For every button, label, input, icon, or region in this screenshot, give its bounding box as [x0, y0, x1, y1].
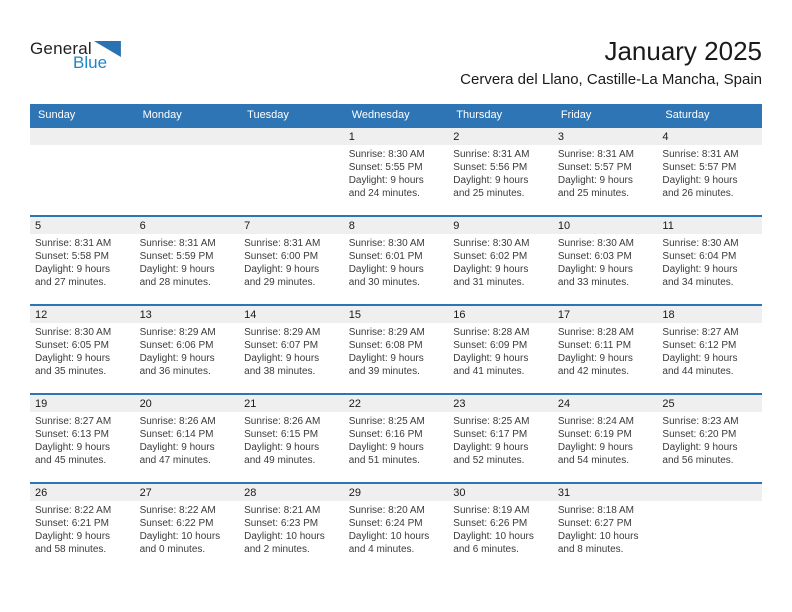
daylight-text: Daylight: 10 hours and 8 minutes. [557, 531, 639, 555]
day-cell [30, 217, 135, 304]
sunset-text: Sunset: 6:23 PM [244, 518, 319, 529]
day-number: 25 [657, 395, 762, 412]
day-details [135, 501, 240, 556]
day-number: 21 [239, 395, 344, 412]
day-details [135, 234, 240, 289]
daylight-text: Daylight: 10 hours and 4 minutes. [348, 531, 430, 555]
day-number: 18 [657, 306, 762, 323]
sunrise-text: Sunrise: 8:30 AM [662, 238, 739, 249]
day-number: 19 [30, 395, 135, 412]
day-details [553, 323, 658, 378]
day-cell [344, 395, 449, 482]
day-cell [239, 395, 344, 482]
day-cell [448, 306, 553, 393]
sunrise-text: Sunrise: 8:21 AM [244, 505, 321, 516]
daylight-text: Daylight: 9 hours and 25 minutes. [453, 175, 529, 199]
day-details [135, 323, 240, 378]
sunrise-text: Sunrise: 8:19 AM [453, 505, 530, 516]
day-number: 10 [553, 217, 658, 234]
sunset-text: Sunset: 5:57 PM [557, 162, 632, 173]
daylight-text: Daylight: 9 hours and 51 minutes. [348, 442, 424, 466]
sunset-text: Sunset: 6:15 PM [244, 429, 319, 440]
sunrise-text: Sunrise: 8:20 AM [348, 505, 425, 516]
day-cell [657, 128, 762, 215]
sunset-text: Sunset: 6:06 PM [139, 340, 214, 351]
day-number: 14 [239, 306, 344, 323]
daylight-text: Daylight: 9 hours and 47 minutes. [139, 442, 215, 466]
sunrise-text: Sunrise: 8:22 AM [139, 505, 216, 516]
day-details [448, 323, 553, 378]
day-details [239, 501, 344, 556]
day-details [448, 145, 553, 200]
day-number: 9 [448, 217, 553, 234]
location-subtitle: Cervera del Llano, Castille-La Mancha, Spain [460, 71, 762, 88]
weekday-header-friday: Friday [560, 109, 592, 121]
sunrise-text: Sunrise: 8:23 AM [662, 416, 739, 427]
day-cell [553, 395, 658, 482]
daylight-text: Daylight: 9 hours and 25 minutes. [557, 175, 633, 199]
day-cell [30, 484, 135, 571]
daylight-text: Daylight: 9 hours and 35 minutes. [35, 353, 111, 377]
weekday-header-row [30, 104, 762, 126]
general-blue-logo [30, 40, 121, 71]
daylight-text: Daylight: 9 hours and 26 minutes. [662, 175, 738, 199]
day-number: 3 [553, 128, 658, 145]
daylight-text: Daylight: 9 hours and 33 minutes. [557, 264, 633, 288]
daylight-text: Daylight: 9 hours and 49 minutes. [244, 442, 320, 466]
sunrise-text: Sunrise: 8:30 AM [348, 238, 425, 249]
day-number: 6 [135, 217, 240, 234]
sunrise-text: Sunrise: 8:24 AM [557, 416, 634, 427]
day-cell [30, 306, 135, 393]
sunrise-text: Sunrise: 8:26 AM [244, 416, 321, 427]
sunset-text: Sunset: 5:59 PM [139, 251, 214, 262]
day-details [30, 234, 135, 289]
sunrise-text: Sunrise: 8:22 AM [35, 505, 112, 516]
sunset-text: Sunset: 6:09 PM [453, 340, 528, 351]
week-row [30, 126, 762, 215]
calendar-grid [30, 126, 762, 571]
daylight-text: Daylight: 9 hours and 24 minutes. [348, 175, 424, 199]
day-number: 28 [239, 484, 344, 501]
sunrise-text: Sunrise: 8:30 AM [35, 327, 112, 338]
sunset-text: Sunset: 6:17 PM [453, 429, 528, 440]
sunset-text: Sunset: 5:55 PM [348, 162, 423, 173]
day-details [344, 145, 449, 200]
daylight-text: Daylight: 10 hours and 2 minutes. [244, 531, 325, 555]
day-number: 16 [448, 306, 553, 323]
sunrise-text: Sunrise: 8:25 AM [453, 416, 530, 427]
day-number: 5 [30, 217, 135, 234]
daylight-text: Daylight: 9 hours and 42 minutes. [557, 353, 633, 377]
weekday-header-sunday: Sunday [38, 109, 76, 121]
weekday-header-thursday: Thursday [456, 109, 503, 121]
sunset-text: Sunset: 6:01 PM [348, 251, 423, 262]
day-cell [448, 395, 553, 482]
day-number: 31 [553, 484, 658, 501]
weekday-header-monday: Monday [142, 109, 182, 121]
sunset-text: Sunset: 5:58 PM [35, 251, 109, 262]
day-details [657, 145, 762, 200]
day-details [448, 412, 553, 467]
sunrise-text: Sunrise: 8:30 AM [453, 238, 530, 249]
sunset-text: Sunset: 6:02 PM [453, 251, 528, 262]
sunrise-text: Sunrise: 8:29 AM [348, 327, 425, 338]
day-cell [239, 217, 344, 304]
sunrise-text: Sunrise: 8:29 AM [139, 327, 216, 338]
day-details [30, 323, 135, 378]
sunrise-text: Sunrise: 8:31 AM [35, 238, 112, 249]
day-number: 17 [553, 306, 658, 323]
day-cell [239, 484, 344, 571]
sunrise-text: Sunrise: 8:31 AM [139, 238, 216, 249]
sunrise-text: Sunrise: 8:26 AM [139, 416, 216, 427]
sunset-text: Sunset: 6:13 PM [35, 429, 109, 440]
sunrise-text: Sunrise: 8:30 AM [348, 149, 425, 160]
daylight-text: Daylight: 9 hours and 30 minutes. [348, 264, 424, 288]
daylight-text: Daylight: 9 hours and 27 minutes. [35, 264, 111, 288]
weekday-header-saturday: Saturday [665, 109, 710, 121]
day-number: 8 [344, 217, 449, 234]
day-details [344, 412, 449, 467]
day-cell [657, 306, 762, 393]
daylight-text: Daylight: 9 hours and 29 minutes. [244, 264, 320, 288]
day-cell [30, 395, 135, 482]
day-details [553, 501, 658, 556]
day-cell [553, 128, 658, 215]
day-number: 1 [344, 128, 449, 145]
day-number: 27 [135, 484, 240, 501]
daylight-text: Daylight: 9 hours and 36 minutes. [139, 353, 215, 377]
day-cell [553, 484, 658, 571]
day-details [239, 323, 344, 378]
daylight-text: Daylight: 9 hours and 34 minutes. [662, 264, 738, 288]
day-number: 24 [553, 395, 658, 412]
day-cell [135, 306, 240, 393]
sunset-text: Sunset: 6:05 PM [35, 340, 109, 351]
day-cell [239, 306, 344, 393]
day-number: 15 [344, 306, 449, 323]
title-block [460, 36, 762, 88]
day-number: 4 [657, 128, 762, 145]
day-details [30, 501, 135, 556]
daylight-text: Daylight: 9 hours and 56 minutes. [662, 442, 738, 466]
day-details [553, 412, 658, 467]
day-cell-empty [657, 484, 762, 571]
sunset-text: Sunset: 6:00 PM [244, 251, 319, 262]
daylight-text: Daylight: 9 hours and 28 minutes. [139, 264, 215, 288]
sunrise-text: Sunrise: 8:25 AM [348, 416, 425, 427]
sunrise-text: Sunrise: 8:31 AM [453, 149, 530, 160]
day-details [553, 234, 658, 289]
day-cell-empty [30, 128, 135, 215]
sunrise-text: Sunrise: 8:28 AM [557, 327, 634, 338]
page-title: January 2025 [604, 36, 762, 66]
sunrise-text: Sunrise: 8:30 AM [557, 238, 634, 249]
sunset-text: Sunset: 6:21 PM [35, 518, 109, 529]
day-cell [135, 217, 240, 304]
daylight-text: Daylight: 9 hours and 45 minutes. [35, 442, 111, 466]
sunrise-text: Sunrise: 8:31 AM [244, 238, 321, 249]
day-details [344, 323, 449, 378]
sunset-text: Sunset: 6:11 PM [557, 340, 632, 351]
sunset-text: Sunset: 6:24 PM [348, 518, 423, 529]
daylight-text: Daylight: 9 hours and 58 minutes. [35, 531, 111, 555]
day-details [30, 412, 135, 467]
day-details [239, 234, 344, 289]
day-details [344, 234, 449, 289]
day-number: 30 [448, 484, 553, 501]
day-number: 26 [30, 484, 135, 501]
sunrise-text: Sunrise: 8:18 AM [557, 505, 634, 516]
calendar-table [30, 104, 762, 571]
day-details [657, 234, 762, 289]
day-details [657, 412, 762, 467]
sunset-text: Sunset: 6:26 PM [453, 518, 528, 529]
sunrise-text: Sunrise: 8:27 AM [662, 327, 739, 338]
sunset-text: Sunset: 6:19 PM [557, 429, 632, 440]
daylight-text: Daylight: 9 hours and 31 minutes. [453, 264, 529, 288]
sunset-text: Sunset: 6:03 PM [557, 251, 632, 262]
day-cell [448, 484, 553, 571]
daylight-text: Daylight: 9 hours and 38 minutes. [244, 353, 320, 377]
day-number: 7 [239, 217, 344, 234]
day-number: 12 [30, 306, 135, 323]
day-number: 22 [344, 395, 449, 412]
sunrise-text: Sunrise: 8:27 AM [35, 416, 112, 427]
day-number-empty [657, 484, 762, 501]
sunset-text: Sunset: 6:07 PM [244, 340, 319, 351]
sunset-text: Sunset: 6:16 PM [348, 429, 423, 440]
sunset-text: Sunset: 5:57 PM [662, 162, 737, 173]
day-details [239, 412, 344, 467]
day-number-empty [135, 128, 240, 145]
daylight-text: Daylight: 10 hours and 0 minutes. [139, 531, 221, 555]
sunset-text: Sunset: 6:14 PM [139, 429, 214, 440]
day-number: 20 [135, 395, 240, 412]
sunset-text: Sunset: 6:08 PM [348, 340, 423, 351]
sunset-text: Sunset: 5:56 PM [453, 162, 528, 173]
day-number-empty [30, 128, 135, 145]
day-cell [553, 217, 658, 304]
day-cell [135, 395, 240, 482]
sunset-text: Sunset: 6:22 PM [139, 518, 214, 529]
day-details [135, 412, 240, 467]
day-cell [448, 217, 553, 304]
sunset-text: Sunset: 6:12 PM [662, 340, 737, 351]
day-details [448, 501, 553, 556]
day-cell [344, 128, 449, 215]
day-cell [448, 128, 553, 215]
logo-text-blue: Blue [73, 53, 108, 72]
day-number: 29 [344, 484, 449, 501]
logo-text-general: General [30, 39, 92, 58]
sunrise-text: Sunrise: 8:31 AM [557, 149, 634, 160]
day-number: 23 [448, 395, 553, 412]
sunset-text: Sunset: 6:04 PM [662, 251, 737, 262]
day-cell [344, 306, 449, 393]
daylight-text: Daylight: 9 hours and 41 minutes. [453, 353, 529, 377]
day-number: 2 [448, 128, 553, 145]
week-row [30, 304, 762, 393]
weekday-header-tuesday: Tuesday [247, 109, 289, 121]
day-details [344, 501, 449, 556]
day-cell [657, 217, 762, 304]
day-details [448, 234, 553, 289]
daylight-text: Daylight: 9 hours and 54 minutes. [557, 442, 633, 466]
daylight-text: Daylight: 9 hours and 52 minutes. [453, 442, 529, 466]
daylight-text: Daylight: 10 hours and 6 minutes. [453, 531, 534, 555]
day-details [553, 145, 658, 200]
sunset-text: Sunset: 6:20 PM [662, 429, 737, 440]
day-cell-empty [239, 128, 344, 215]
day-cell [135, 484, 240, 571]
sunrise-text: Sunrise: 8:29 AM [244, 327, 321, 338]
day-details [657, 323, 762, 378]
day-cell [553, 306, 658, 393]
day-cell-empty [135, 128, 240, 215]
day-number-empty [239, 128, 344, 145]
week-row [30, 482, 762, 571]
day-cell [344, 217, 449, 304]
sunrise-text: Sunrise: 8:31 AM [662, 149, 739, 160]
day-cell [657, 395, 762, 482]
day-number: 13 [135, 306, 240, 323]
day-cell [344, 484, 449, 571]
daylight-text: Daylight: 9 hours and 44 minutes. [662, 353, 738, 377]
sunset-text: Sunset: 6:27 PM [557, 518, 632, 529]
week-row [30, 393, 762, 482]
daylight-text: Daylight: 9 hours and 39 minutes. [348, 353, 424, 377]
day-number: 11 [657, 217, 762, 234]
week-row [30, 215, 762, 304]
sunrise-text: Sunrise: 8:28 AM [453, 327, 530, 338]
weekday-header-wednesday: Wednesday [351, 109, 410, 121]
